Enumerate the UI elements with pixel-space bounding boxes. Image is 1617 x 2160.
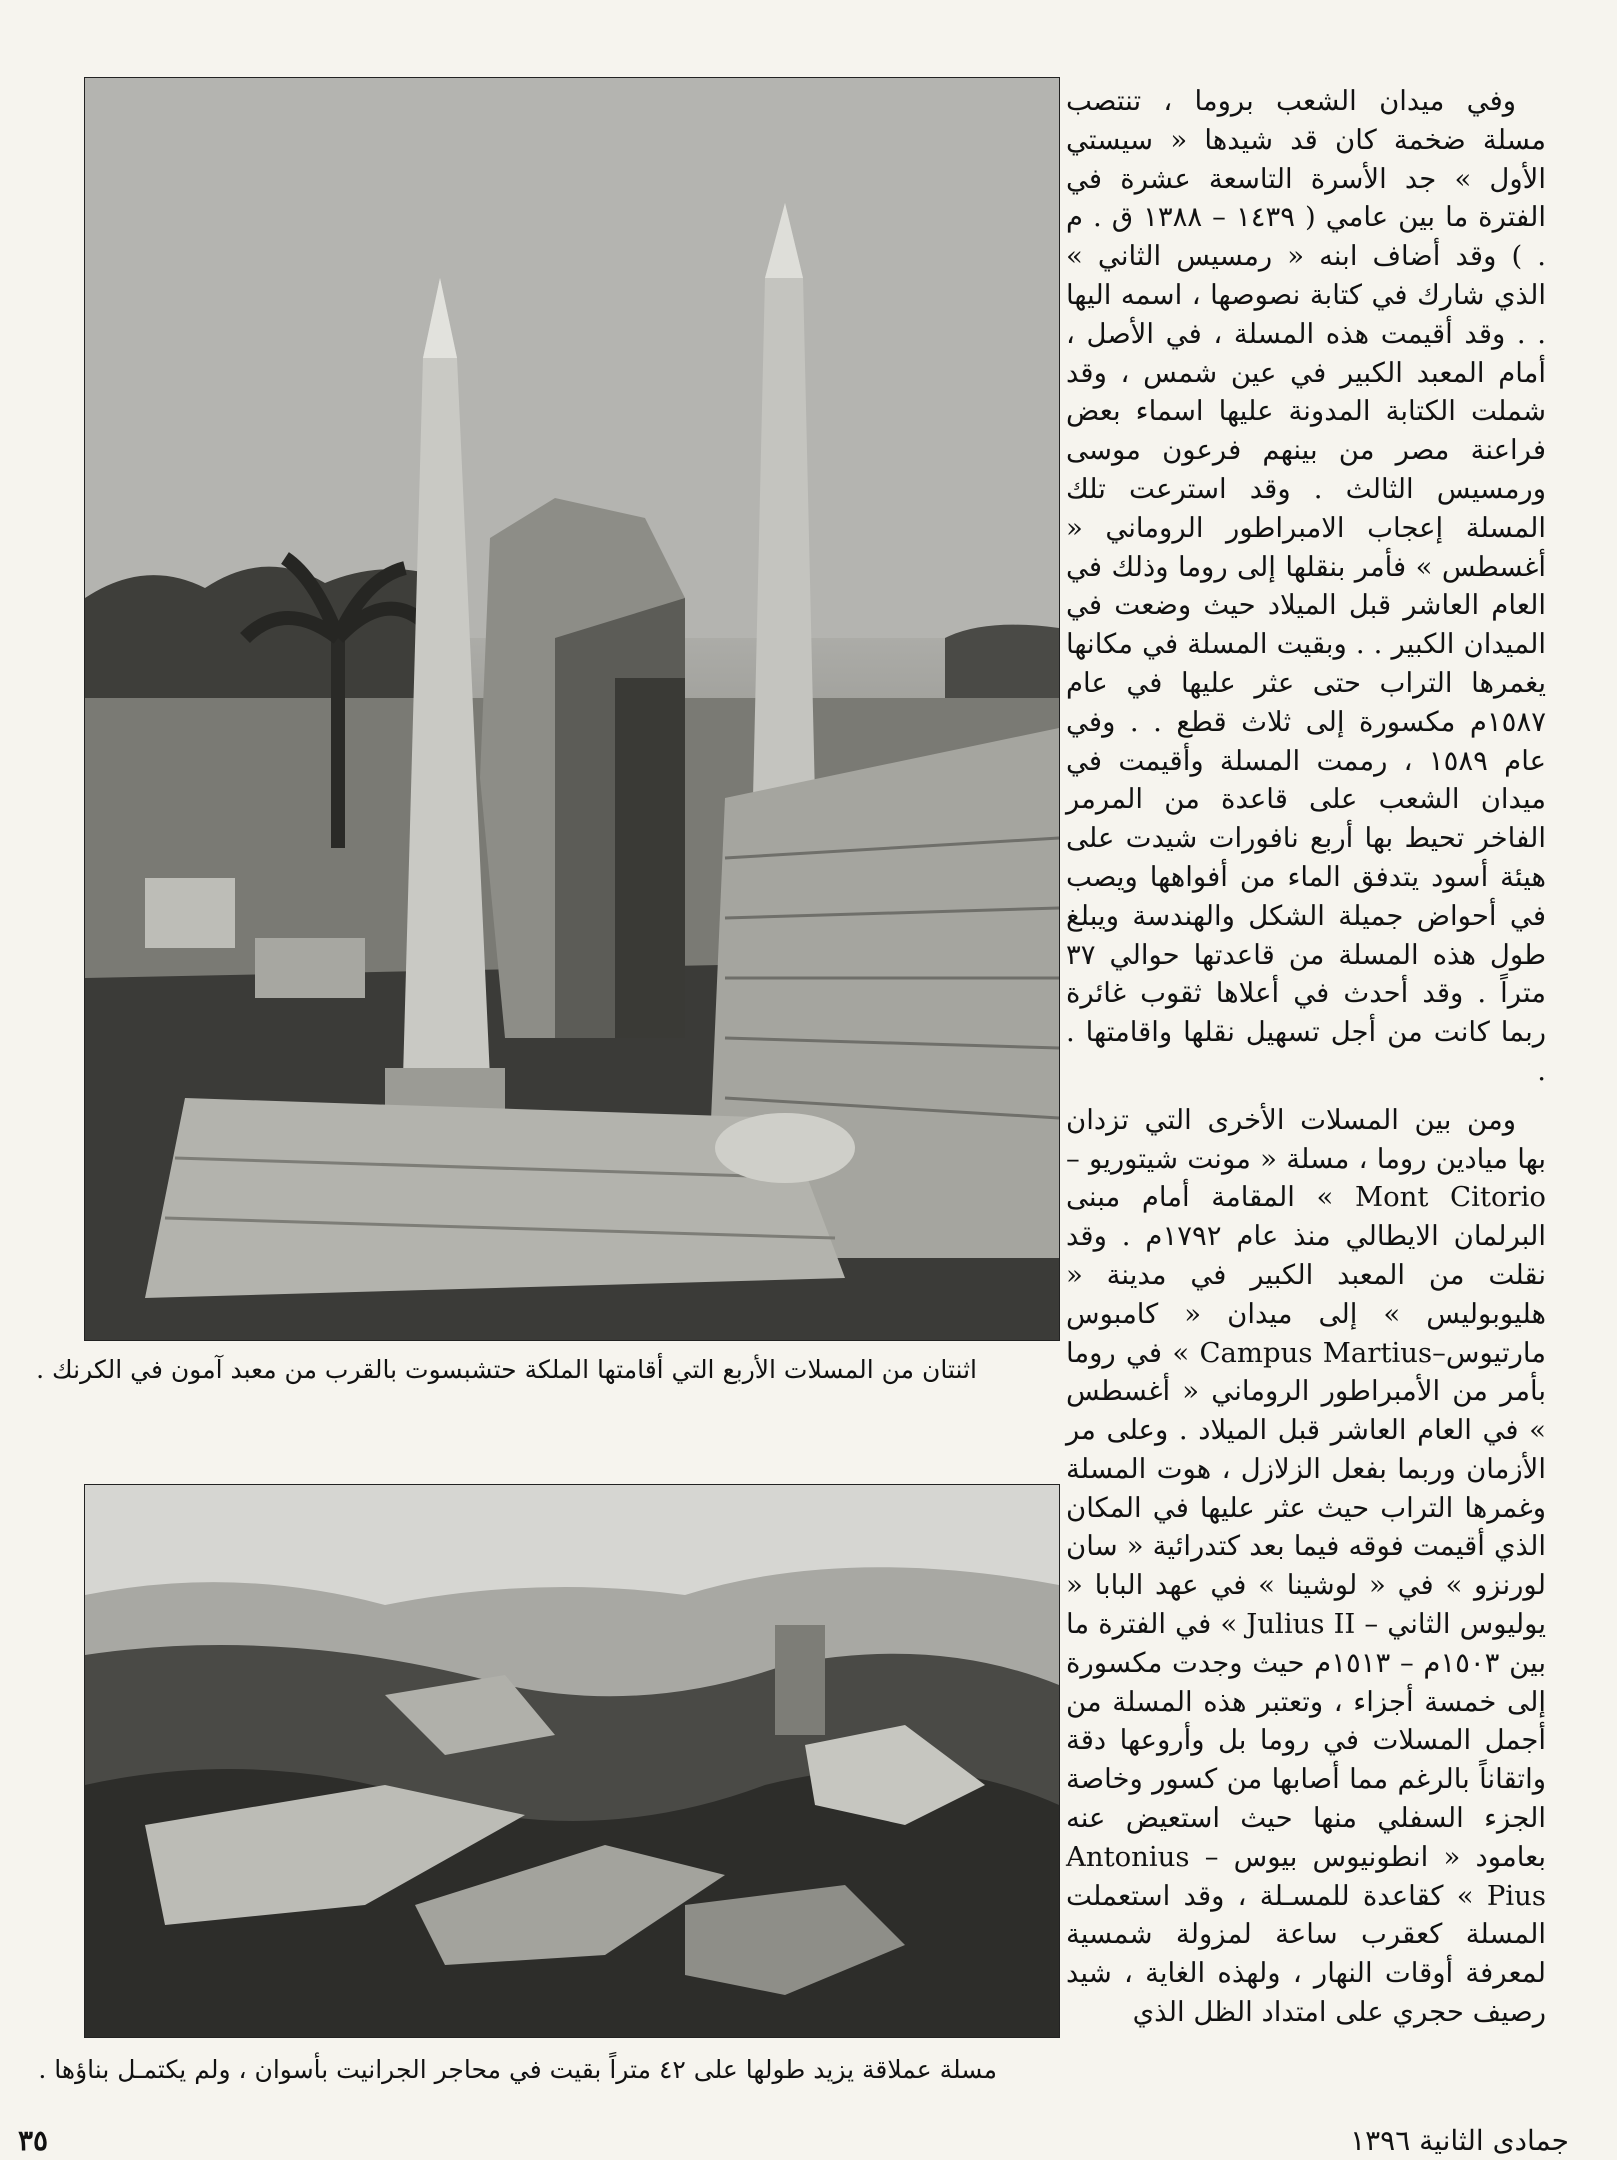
bottom-photo-caption: مسلة عملاقة يزيد طولها على ٤٢ متراً بقيت في محاجر الجرانيت بأسوان ، ولم يكتمـل بناؤها .	[38, 2055, 997, 2084]
unfinished-obelisk-aswan-photo	[84, 1484, 1060, 2038]
article-column	[1066, 82, 1546, 2032]
top-photo-caption: اثنتان من المسلات الأربع التي أقامتها الملكة حتشبسوت بالقرب من معبد آمون في الكرنك .	[36, 1355, 977, 1384]
page-number: ٣٥	[18, 2124, 49, 2157]
obelisks-karnak-photo	[84, 77, 1060, 1341]
obelisks-karnak-illustration	[85, 78, 1059, 1340]
unfinished-obelisk-illustration	[85, 1485, 1059, 2037]
article-paragraph-1: وفي ميدان الشعب بروما ، تنتصب مسلة ضخمة كان قد شيدها « سيستي الأول » جد الأسرة التاسعة عشرة في الفترة ما بين عامي ( ١٤٣٩ – ١٣٨٨ ق . م . ) وقد أضاف ابنه « رمسيس الثاني » الذي شارك في كتابة نصوصها ، اسمه اليها . . وقد أقيمت هذه المسلة ، في الأصل ، أمام المعبد الكبير في عين شمس ، وقد شملت الكتابة المدونة عليها اسماء بعض فراعنة مصر من بينهم فرعون موسى ورمسيس الثالث . وقد استرعت تلك المسلة إعجاب الامبراطور الروماني « أغسطس » فأمر بنقلها إلى روما وذلك في العام العاشر قبل الميلاد حيث وضعت في الميدان الكبير . . وبقيت المسلة في مكانها يغمرها التراب حتى عثر عليها في عام ١٥٨٧م مكسورة إلى ثلاث قطع . . وفي عام ١٥٨٩ ، رممت المسلة وأقيمت في ميدان الشعب على قاعدة من المرمر الفاخر تحيط بها أربع نافورات شيدت على هيئة أسود يتدفق الماء من أفواهها ويصب في أحواض جميلة الشكل والهندسة ويبلغ طول هذه المسلة من قاعدتها حوالي ٣٧ متراً . وقد أحدث في أعلاها ثقوب غائرة ربما كانت من أجل تسهيل نقلها واقامتها . .	[1066, 85, 1546, 1087]
article-paragraph-2: ومن بين المسلات الأخرى التي تزدان بها ميادين روما ، مسلة « مونت شيتوريو – Mont Citorio » المقامة أمام مبنى البرلمان الايطالي منذ عام ١٧٩٢م . وقد نقلت من المعبد الكبير في مدينة « هليوبوليس » إلى ميدان « كامبوس مارتيوس–Campus Martius » في روما بأمر من الأمبراطور الروماني « أغسطس » في العام العاشر قبل الميلاد . وعلى مر الأزمان وربما بفعل الزلازل ، هوت المسلة وغمرها التراب حيث عثر عليها في المكان الذي أقيمت فوقه فيما بعد كتدرائية « سان لورنزو » في « لوشينا » في عهد البابا « يوليوس الثاني – Julius II » في الفترة ما بين ١٥٠٣م – ١٥١٣م حيث وجدت مكسورة إلى خمسة أجزاء ، وتعتبر هذه المسلة من أجمل المسلات في روما بل وأروعها دقة واتقاناً بالرغم مما أصابها من كسور وخاصة الجزء السفلي منها حيث استعيض عنه بعامود « انطونيوس بيوس – Antonius Pius » كقاعدة للمسـلة ، وقد استعملت المسلة كعقرب ساعة لمزولة شمسية لمعرفة أوقات النهار ، ولهذه الغاية ، شيد رصيف حجري على امتداد الظل الذي	[1066, 1103, 1546, 2029]
issue-date: جمادى الثانية ١٣٩٦	[1350, 2124, 1569, 2157]
